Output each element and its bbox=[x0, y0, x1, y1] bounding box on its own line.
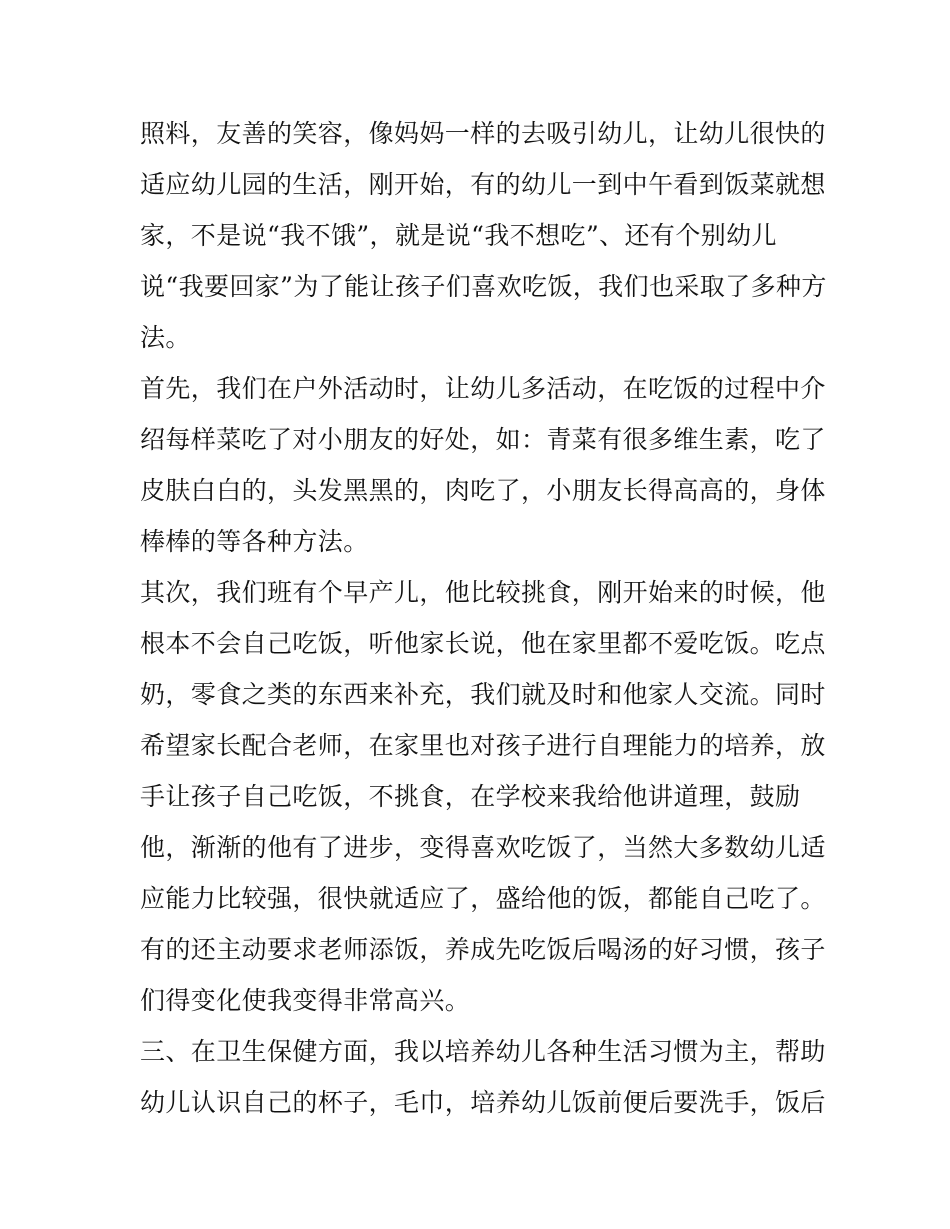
text-line: 根本不会自己吃饭，听他家长说，他在家里都不爱吃饭。吃点 bbox=[140, 629, 826, 658]
text-line: 棒棒的等各种方法。 bbox=[140, 527, 369, 556]
text-line: 首先，我们在户外活动时，让幼儿多活动，在吃饭的过程中介 bbox=[140, 374, 826, 403]
text-line: 有的还主动要求老师添饭，养成先吃饭后喝汤的好习惯，孩子 bbox=[140, 935, 826, 964]
text-line: 说“我要回家”为了能让孩子们喜欢吃饭，我们也采取了多种方 bbox=[140, 272, 827, 301]
text-line: 幼儿认识自己的杯子，毛巾，培养幼儿饭前便后要洗手，饭后 bbox=[140, 1088, 826, 1117]
text-line: 适应幼儿园的生活，刚开始，有的幼儿一到中午看到饭菜就想 bbox=[140, 170, 826, 199]
text-line: 应能力比较强，很快就适应了，盛给他的饭，都能自己吃了。 bbox=[140, 884, 826, 913]
text-line: 家，不是说“我不饿”，就是说“我不想吃”、还有个别幼儿 bbox=[140, 221, 777, 250]
text-line: 照料，友善的笑容，像妈妈一样的去吸引幼儿，让幼儿很快的 bbox=[140, 119, 826, 148]
text-line: 奶，零食之类的东西来补充，我们就及时和他家人交流。同时 bbox=[140, 680, 826, 709]
document-body bbox=[140, 108, 827, 1128]
text-line: 他，渐渐的他有了进步，变得喜欢吃饭了，当然大多数幼儿适 bbox=[140, 833, 826, 862]
text-line: 们得变化使我变得非常高兴。 bbox=[140, 986, 471, 1015]
text-line: 其次，我们班有个早产儿，他比较挑食，刚开始来的时候，他 bbox=[140, 578, 826, 607]
text-line: 绍每样菜吃了对小朋友的好处，如：青菜有很多维生素，吃了 bbox=[140, 425, 826, 454]
text-line: 法。 bbox=[140, 323, 191, 352]
text-line: 手让孩子自己吃饭，不挑食，在学校来我给他讲道理，鼓励 bbox=[140, 782, 801, 811]
text-line: 三、在卫生保健方面，我以培养幼儿各种生活习惯为主，帮助 bbox=[140, 1037, 826, 1066]
text-line: 希望家长配合老师，在家里也对孩子进行自理能力的培养，放 bbox=[140, 731, 826, 760]
text-line: 皮肤白白的，头发黑黑的，肉吃了，小朋友长得高高的，身体 bbox=[140, 476, 826, 505]
